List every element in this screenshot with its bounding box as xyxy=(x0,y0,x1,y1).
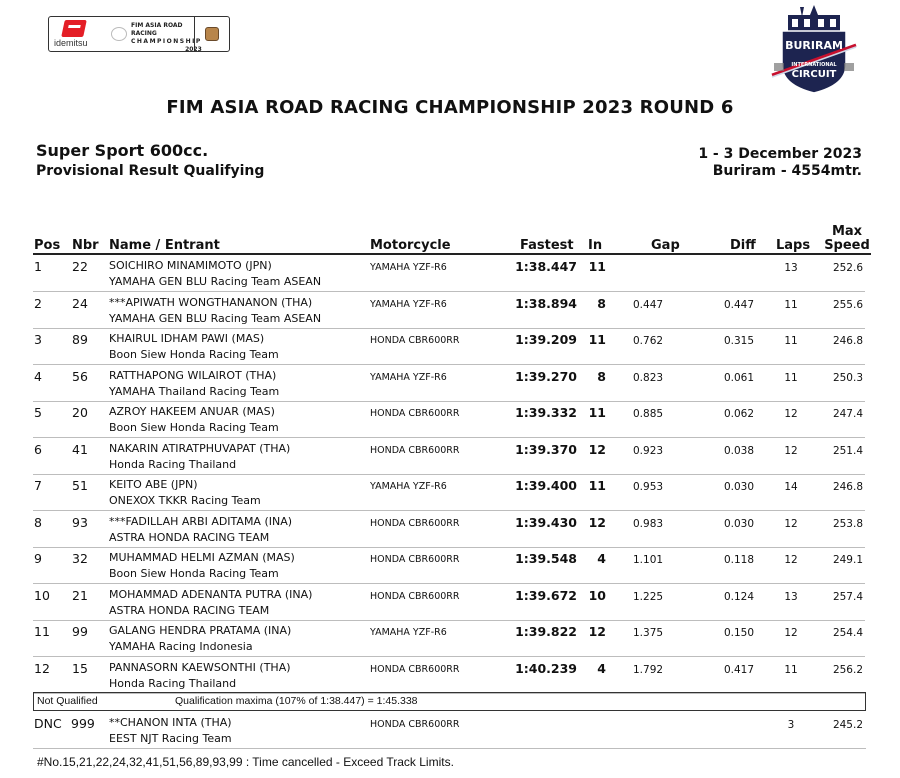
result-diff: 0.124 xyxy=(723,590,754,603)
result-pos: 3 xyxy=(34,332,42,347)
result-team-name: YAMAHA Thailand Racing Team xyxy=(109,384,280,398)
idemitsu-logo xyxy=(49,17,107,51)
result-pos: 1 xyxy=(34,259,42,274)
result-laps: 13 xyxy=(784,262,798,274)
result-rider-name: KHAIRUL IDHAM PAWI (MAS) xyxy=(109,332,265,345)
fim-asia-logo xyxy=(107,17,202,53)
fim-swirl-icon xyxy=(111,27,127,41)
result-nbr: 22 xyxy=(72,259,88,274)
column-header-pos: Pos xyxy=(34,238,61,253)
result-pos: 7 xyxy=(34,478,42,493)
fim-logo-line2: CHAMPIONSHIP xyxy=(131,38,202,45)
result-max-speed: 252.6 xyxy=(832,262,863,274)
result-nbr: 89 xyxy=(72,332,88,347)
result-nbr: 15 xyxy=(72,660,88,676)
fim-logo-text xyxy=(131,22,202,54)
result-rider-name: PANNASORN KAEWSONTHI (THA) xyxy=(109,660,291,674)
result-diff: 0.118 xyxy=(723,554,754,566)
column-header-in: In xyxy=(588,238,603,253)
result-max-speed: 253.8 xyxy=(832,517,863,530)
results-table-header xyxy=(33,226,871,255)
fim-logo-year: 2023 xyxy=(185,46,202,53)
dnc-pos: DNC xyxy=(34,716,62,731)
result-max-speed: 257.4 xyxy=(832,590,863,603)
result-diff: 0.315 xyxy=(723,335,754,347)
result-fastest-lap: 1:38.894 xyxy=(515,295,577,311)
result-pos: 4 xyxy=(34,368,42,384)
result-fastest-lap: 1:39.209 xyxy=(515,332,577,347)
result-max-speed: 246.8 xyxy=(832,481,863,493)
result-diff: 0.062 xyxy=(723,408,754,420)
result-motorcycle: YAMAHA YZF-R6 xyxy=(370,481,447,492)
result-gap: 1.792 xyxy=(633,663,664,676)
result-team-name: ASTRA HONDA RACING TEAM xyxy=(109,603,270,617)
result-rider-name: AZROY HAKEEM ANUAR (MAS) xyxy=(109,405,275,418)
result-rider-name: KEITO ABE (JPN) xyxy=(109,478,198,491)
qualification-maxima-text: Qualification maxima (107% of 1:38.447) = 1:45.338 xyxy=(175,695,418,707)
buriram-circuit-logo xyxy=(770,5,858,95)
result-pos: 6 xyxy=(34,441,42,457)
result-laps: 12 xyxy=(784,554,798,566)
result-max-speed: 255.6 xyxy=(832,298,863,311)
result-fastest-in-lap: 12 xyxy=(588,441,606,457)
dnc-rider-name: **CHANON INTA (THA) xyxy=(109,716,232,729)
table-row xyxy=(33,548,865,584)
result-gap: 0.923 xyxy=(633,444,664,457)
result-fastest-lap: 1:39.332 xyxy=(515,405,577,420)
dnc-motorcycle: HONDA CBR600RR xyxy=(370,719,460,730)
result-pos: 2 xyxy=(34,295,42,311)
result-fastest-lap: 1:39.270 xyxy=(515,368,577,384)
fim-logo-line1: FIM ASIA ROAD RACING xyxy=(131,22,183,37)
dnc-nbr: 999 xyxy=(71,716,95,731)
result-motorcycle: YAMAHA YZF-R6 xyxy=(370,371,447,383)
result-max-speed: 249.1 xyxy=(832,554,863,566)
result-fastest-in-lap: 4 xyxy=(597,660,606,676)
result-team-name: Honda Racing Thailand xyxy=(109,457,237,471)
result-pos: 5 xyxy=(34,405,42,420)
result-team-name: Boon Siew Honda Racing Team xyxy=(109,421,279,434)
table-row xyxy=(33,658,865,694)
result-diff: 0.150 xyxy=(723,627,754,639)
result-fastest-in-lap: 11 xyxy=(588,332,606,347)
result-laps: 12 xyxy=(784,444,798,457)
result-fastest-in-lap: 4 xyxy=(597,551,606,566)
result-diff: 0.447 xyxy=(723,298,754,311)
result-team-name: Boon Siew Honda Racing Team xyxy=(109,348,279,361)
not-qualified-label: Not Qualified xyxy=(37,695,98,707)
result-fastest-in-lap: 8 xyxy=(597,295,606,311)
result-diff: 0.030 xyxy=(723,481,754,493)
dnc-max-speed: 245.2 xyxy=(832,719,863,731)
result-max-speed: 246.8 xyxy=(832,335,863,347)
result-pos: 10 xyxy=(34,587,50,603)
result-pos: 8 xyxy=(34,514,42,530)
result-pos: 11 xyxy=(34,624,50,639)
event-dates: 1 - 3 December 2023 xyxy=(698,146,862,162)
result-laps: 12 xyxy=(784,627,798,639)
result-fastest-lap: 1:39.370 xyxy=(515,441,577,457)
circuit-logo-text: CIRCUIT xyxy=(791,69,837,80)
result-gap: 0.885 xyxy=(633,408,664,420)
result-laps: 11 xyxy=(784,663,798,676)
result-laps: 14 xyxy=(784,481,798,493)
international-logo-text: INTERNATIONAL xyxy=(791,62,837,68)
column-header-nbr: Nbr xyxy=(72,238,99,253)
result-team-name: Honda Racing Thailand xyxy=(109,676,237,690)
result-gap: 0.953 xyxy=(633,481,664,493)
result-diff: 0.030 xyxy=(723,517,754,530)
not-qualified-box xyxy=(33,692,866,711)
result-gap: 0.823 xyxy=(633,371,664,384)
result-motorcycle: HONDA CBR600RR xyxy=(370,590,460,602)
session-name: Provisional Result Qualifying xyxy=(36,163,265,179)
result-rider-name: SOICHIRO MINAMIMOTO (JPN) xyxy=(109,259,272,272)
result-nbr: 99 xyxy=(72,624,88,639)
result-gap: 0.983 xyxy=(633,517,664,530)
result-team-name: ASTRA HONDA RACING TEAM xyxy=(109,530,270,544)
result-fastest-lap: 1:39.672 xyxy=(515,587,577,603)
dnc-team-name: EEST NJT Racing Team xyxy=(109,732,232,745)
table-row xyxy=(33,621,865,657)
result-motorcycle: YAMAHA YZF-R6 xyxy=(370,262,447,273)
column-header-name: Name / Entrant xyxy=(109,238,220,253)
result-gap: 0.762 xyxy=(633,335,664,347)
column-header-speed: Speed xyxy=(824,238,870,253)
result-pos: 9 xyxy=(34,551,42,566)
column-header-diff: Diff xyxy=(730,238,756,253)
result-diff: 0.038 xyxy=(723,444,754,457)
result-motorcycle: HONDA CBR600RR xyxy=(370,444,460,456)
buriram-logo-text: BURIRAM xyxy=(785,39,843,52)
result-max-speed: 256.2 xyxy=(832,663,863,676)
result-max-speed: 247.4 xyxy=(832,408,863,420)
result-max-speed: 254.4 xyxy=(832,627,863,639)
result-motorcycle: HONDA CBR600RR xyxy=(370,408,460,419)
result-motorcycle: HONDA CBR600RR xyxy=(370,335,460,346)
result-nbr: 41 xyxy=(72,441,88,457)
series-logo-banner xyxy=(48,16,230,52)
table-row xyxy=(33,256,865,292)
track-limits-footnote: #No.15,21,22,24,32,41,51,56,89,93,99 : Time cancelled - Exceed Track Limits. xyxy=(37,755,454,769)
table-row xyxy=(33,439,865,475)
result-rider-name: ***FADILLAH ARBI ADITAMA (INA) xyxy=(109,514,293,528)
result-nbr: 56 xyxy=(72,368,88,384)
idemitsu-wordmark: idemitsu xyxy=(54,38,88,48)
result-rider-name: RATTHAPONG WILAIROT (THA) xyxy=(109,368,277,382)
column-header-laps: Laps xyxy=(776,238,811,253)
result-laps: 11 xyxy=(784,335,798,347)
result-fastest-lap: 1:38.447 xyxy=(515,259,577,274)
class-name: Super Sport 600cc. xyxy=(36,141,209,160)
result-laps: 12 xyxy=(784,408,798,420)
event-venue: Buriram - 4554mtr. xyxy=(712,163,862,179)
result-laps: 11 xyxy=(784,371,798,384)
result-nbr: 20 xyxy=(72,405,88,420)
result-fastest-lap: 1:39.400 xyxy=(515,478,577,493)
table-row xyxy=(33,293,865,329)
result-laps: 13 xyxy=(784,590,798,603)
result-rider-name: GALANG HENDRA PRATAMA (INA) xyxy=(109,624,292,637)
column-header-motorcycle: Motorcycle xyxy=(370,238,451,253)
result-nbr: 21 xyxy=(72,587,88,603)
result-gap: 1.375 xyxy=(633,627,664,639)
column-header-gap: Gap xyxy=(651,238,680,253)
result-laps: 12 xyxy=(784,517,798,530)
result-fastest-in-lap: 12 xyxy=(588,514,606,530)
result-motorcycle: YAMAHA YZF-R6 xyxy=(370,298,447,310)
result-nbr: 93 xyxy=(72,514,88,530)
result-fastest-lap: 1:40.239 xyxy=(515,660,577,676)
winged-badge-logo xyxy=(195,17,229,51)
page-title: FIM ASIA ROAD RACING CHAMPIONSHIP 2023 ROUND 6 xyxy=(166,97,734,118)
idemitsu-flag-icon xyxy=(61,20,87,37)
result-laps: 11 xyxy=(784,298,798,311)
result-fastest-in-lap: 11 xyxy=(588,259,606,274)
result-team-name: Boon Siew Honda Racing Team xyxy=(109,567,279,580)
result-fastest-lap: 1:39.822 xyxy=(515,624,577,639)
result-rider-name: MOHAMMAD ADENANTA PUTRA (INA) xyxy=(109,587,313,601)
result-team-name: YAMAHA Racing Indonesia xyxy=(109,640,253,653)
result-fastest-in-lap: 11 xyxy=(588,478,606,493)
result-max-speed: 251.4 xyxy=(832,444,863,457)
result-motorcycle: HONDA CBR600RR xyxy=(370,663,460,675)
result-nbr: 32 xyxy=(72,551,88,566)
table-row xyxy=(33,402,865,438)
table-row xyxy=(33,366,865,402)
result-fastest-lap: 1:39.548 xyxy=(515,551,577,566)
table-row xyxy=(33,512,865,548)
result-rider-name: NAKARIN ATIRATPHUVAPAT (THA) xyxy=(109,441,291,455)
result-diff: 0.061 xyxy=(723,371,754,384)
result-fastest-lap: 1:39.430 xyxy=(515,514,577,530)
dnc-row xyxy=(33,713,866,749)
result-nbr: 24 xyxy=(72,295,88,311)
result-max-speed: 250.3 xyxy=(832,371,863,384)
result-gap: 1.225 xyxy=(633,590,664,603)
result-rider-name: MUHAMMAD HELMI AZMAN (MAS) xyxy=(109,551,295,564)
result-team-name: YAMAHA GEN BLU Racing Team ASEAN xyxy=(109,311,322,325)
result-team-name: ONEXOX TKKR Racing Team xyxy=(109,494,261,507)
column-header-fastest: Fastest xyxy=(520,238,574,253)
result-fastest-in-lap: 10 xyxy=(588,587,606,603)
result-nbr: 51 xyxy=(72,478,88,493)
result-rider-name: ***APIWATH WONGTHANANON (THA) xyxy=(109,295,313,309)
badge-shield-icon xyxy=(205,27,219,41)
result-gap: 0.447 xyxy=(633,298,664,311)
column-header-max: Max xyxy=(831,224,863,239)
table-row xyxy=(33,475,865,511)
result-fastest-in-lap: 11 xyxy=(588,405,606,420)
dnc-laps: 3 xyxy=(787,719,795,731)
result-fastest-in-lap: 12 xyxy=(588,624,606,639)
result-gap: 1.101 xyxy=(633,554,664,566)
table-row xyxy=(33,585,865,621)
result-diff: 0.417 xyxy=(723,663,754,676)
result-motorcycle: HONDA CBR600RR xyxy=(370,517,460,529)
result-team-name: YAMAHA GEN BLU Racing Team ASEAN xyxy=(109,275,322,288)
result-motorcycle: YAMAHA YZF-R6 xyxy=(370,627,447,638)
result-fastest-in-lap: 8 xyxy=(597,368,606,384)
result-pos: 12 xyxy=(34,660,50,676)
table-row xyxy=(33,329,865,365)
result-motorcycle: HONDA CBR600RR xyxy=(370,554,460,565)
